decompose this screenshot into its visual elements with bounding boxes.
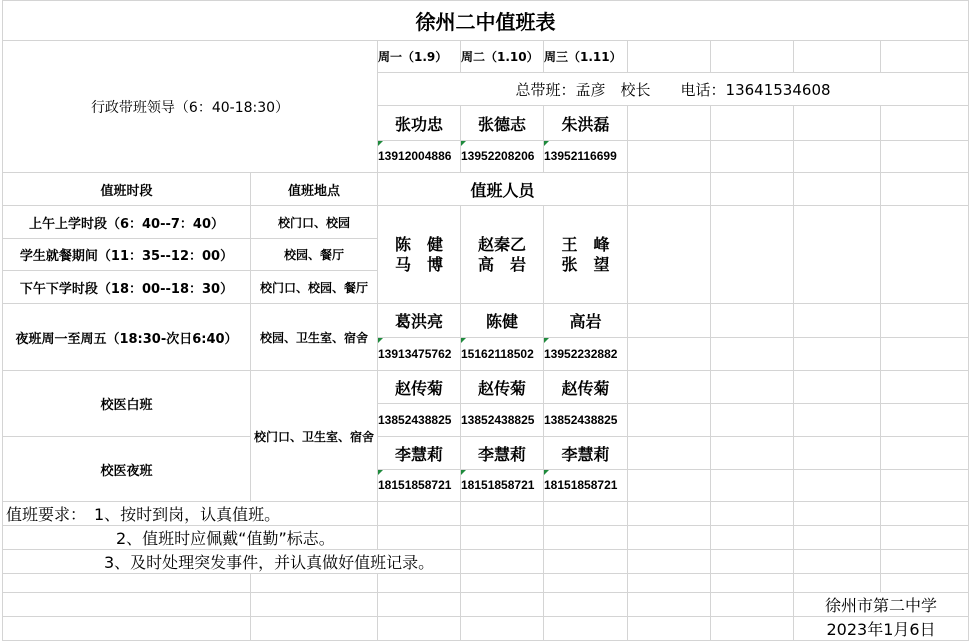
empty-cell xyxy=(628,141,711,173)
requirement-line: 3、及时处理突发事件，并认真做好值班记录。 xyxy=(3,550,461,574)
doctor-night-phone-cell xyxy=(544,470,628,502)
empty-cell xyxy=(794,304,881,338)
empty-cell xyxy=(794,41,881,73)
number-as-text-indicator xyxy=(378,141,383,146)
empty-cell xyxy=(628,173,711,206)
leader-name: 张功忠 xyxy=(378,106,461,141)
empty-cell xyxy=(628,206,711,304)
day-header-wed: 周三（1.11） xyxy=(544,41,628,73)
night-staff-name: 高岩 xyxy=(544,304,628,338)
leader-phone-cell xyxy=(378,141,461,173)
grid-cell xyxy=(794,526,881,550)
slot-time: 学生就餐期间（11：35--12：00） xyxy=(3,239,251,271)
grid-cell xyxy=(378,617,461,641)
grid-cell xyxy=(794,550,881,574)
empty-cell xyxy=(711,470,794,502)
grid-cell xyxy=(544,593,628,617)
doctor-day-phone: 13852438825 xyxy=(461,412,535,427)
sheet-title: 徐州二中值班表 xyxy=(3,1,969,41)
number-as-text-indicator xyxy=(378,338,383,343)
leader-name: 朱洪磊 xyxy=(544,106,628,141)
grid-cell xyxy=(461,550,544,574)
day-header-mon: 周一（1.9） xyxy=(378,41,461,73)
empty-cell xyxy=(794,106,881,141)
empty-cell xyxy=(628,304,711,338)
grid-cell xyxy=(3,617,251,641)
grid-cell xyxy=(711,526,794,550)
grid-cell xyxy=(544,502,628,526)
doctor-day-name: 赵传菊 xyxy=(461,371,544,404)
empty-cell xyxy=(794,338,881,371)
day-staff-cell xyxy=(378,206,461,304)
requirement-line: 2、值班时应佩戴“值勤”标志。 xyxy=(3,526,378,550)
day-header-tue: 周二（1.10） xyxy=(461,41,544,73)
grid-cell xyxy=(544,526,628,550)
day-staff-cell xyxy=(544,206,628,304)
header-staff: 值班人员 xyxy=(378,173,628,206)
slot-place: 校园、餐厅 xyxy=(251,239,378,271)
grid-cell xyxy=(251,617,378,641)
grid-cell xyxy=(881,526,969,550)
empty-cell xyxy=(794,141,881,173)
number-as-text-indicator xyxy=(544,470,549,475)
staff-name: 马 博 xyxy=(394,254,443,274)
empty-cell xyxy=(711,404,794,437)
grid-cell xyxy=(544,550,628,574)
empty-cell xyxy=(881,206,969,304)
empty-cell xyxy=(628,371,711,404)
empty-cell xyxy=(628,437,711,470)
empty-cell xyxy=(711,437,794,470)
grid-cell xyxy=(628,502,711,526)
slot-time: 下午下学时段（18：00--18：30） xyxy=(3,271,251,304)
number-as-text-indicator xyxy=(461,141,466,146)
grid-cell xyxy=(711,617,794,641)
empty-cell xyxy=(794,404,881,437)
grid-cell xyxy=(711,502,794,526)
doctor-night-phone: 18151858721 xyxy=(461,478,535,492)
staff-name: 高 岩 xyxy=(477,254,526,274)
grid-cell xyxy=(378,574,461,593)
footer-date: 2023年1月6日 xyxy=(794,617,969,641)
grid-cell xyxy=(711,550,794,574)
doctor-night-name: 李慧莉 xyxy=(544,437,628,470)
grid-cell xyxy=(544,617,628,641)
grid-cell xyxy=(378,526,461,550)
doctor-day-phone-cell xyxy=(378,404,461,437)
empty-cell xyxy=(881,371,969,404)
night-staff-name: 葛洪亮 xyxy=(378,304,461,338)
empty-cell xyxy=(794,470,881,502)
grid-cell xyxy=(378,593,461,617)
grid-cell xyxy=(711,593,794,617)
empty-cell xyxy=(881,437,969,470)
grid-cell xyxy=(461,526,544,550)
empty-cell xyxy=(711,106,794,141)
empty-cell xyxy=(711,173,794,206)
number-as-text-indicator xyxy=(544,141,549,146)
leader-phone: 13912004886 xyxy=(378,149,452,163)
empty-cell xyxy=(881,338,969,371)
doctor-night-phone: 18151858721 xyxy=(378,478,452,492)
leader-phone-cell xyxy=(461,141,544,173)
grid-cell xyxy=(628,574,711,593)
grid-cell xyxy=(461,574,544,593)
doctor-night-phone: 18151858721 xyxy=(544,478,618,492)
empty-cell xyxy=(794,206,881,304)
doctor-day-phone-cell xyxy=(461,404,544,437)
grid-cell xyxy=(544,574,628,593)
number-as-text-indicator xyxy=(378,470,383,475)
grid-cell xyxy=(881,574,969,593)
empty-cell xyxy=(628,41,711,73)
doctor-day-name: 赵传菊 xyxy=(544,371,628,404)
doctor-night-phone-cell xyxy=(378,470,461,502)
doctor-day-phone: 13852438825 xyxy=(544,412,618,427)
empty-cell xyxy=(881,106,969,141)
empty-cell xyxy=(711,371,794,404)
header-place: 值班地点 xyxy=(251,173,378,206)
empty-cell xyxy=(711,41,794,73)
leader-label: 行政带班领导（6：40-18:30） xyxy=(3,41,378,173)
staff-name: 陈 健 xyxy=(394,234,443,254)
staff-name: 王 峰 xyxy=(561,234,610,254)
general-leader-info: 总带班：孟彦 校长 电话：13641534608 xyxy=(378,73,969,106)
empty-cell xyxy=(711,141,794,173)
number-as-text-indicator xyxy=(544,338,549,343)
leader-phone: 13952208206 xyxy=(461,149,535,163)
empty-cell xyxy=(881,141,969,173)
night-phone-cell xyxy=(544,338,628,371)
grid-cell xyxy=(461,502,544,526)
doctor-day-name: 赵传菊 xyxy=(378,371,461,404)
slot-time: 上午上学时段（6：40--7：40） xyxy=(3,206,251,239)
empty-cell xyxy=(794,437,881,470)
doctor-night-name: 李慧莉 xyxy=(378,437,461,470)
night-staff-phone: 13913475762 xyxy=(378,346,452,361)
empty-cell xyxy=(881,404,969,437)
doctor-place: 校门口、卫生室、宿舍 xyxy=(251,371,378,502)
header-time: 值班时段 xyxy=(3,173,251,206)
night-shift-time: 夜班周一至周五（18:30-次日6:40） xyxy=(3,304,251,371)
empty-cell xyxy=(881,173,969,206)
grid-cell xyxy=(628,593,711,617)
night-phone-cell xyxy=(461,338,544,371)
empty-cell xyxy=(711,206,794,304)
doctor-night-label: 校医夜班 xyxy=(3,437,251,502)
leader-name: 张德志 xyxy=(461,106,544,141)
night-phone-cell xyxy=(378,338,461,371)
empty-cell xyxy=(711,338,794,371)
empty-cell xyxy=(711,304,794,338)
number-as-text-indicator xyxy=(461,470,466,475)
grid-cell xyxy=(628,550,711,574)
empty-cell xyxy=(881,470,969,502)
grid-cell xyxy=(711,574,794,593)
staff-name: 赵秦乙 xyxy=(477,234,526,254)
grid-cell xyxy=(251,593,378,617)
doctor-night-name: 李慧莉 xyxy=(461,437,544,470)
requirement-line: 值班要求： 1、按时到岗，认真值班。 xyxy=(3,502,378,526)
number-as-text-indicator xyxy=(461,338,466,343)
grid-cell xyxy=(794,502,881,526)
footer-school: 徐州市第二中学 xyxy=(794,593,969,617)
grid-cell xyxy=(3,593,251,617)
empty-cell xyxy=(628,470,711,502)
empty-cell xyxy=(794,371,881,404)
grid-cell xyxy=(794,574,881,593)
leader-phone: 13952116699 xyxy=(544,149,617,163)
empty-cell xyxy=(881,304,969,338)
doctor-night-phone-cell xyxy=(461,470,544,502)
duty-schedule-sheet xyxy=(2,0,969,641)
grid-cell xyxy=(251,574,378,593)
doctor-day-label: 校医白班 xyxy=(3,371,251,437)
staff-name: 张 望 xyxy=(561,254,610,274)
grid-cell xyxy=(881,550,969,574)
empty-cell xyxy=(628,404,711,437)
night-staff-name: 陈健 xyxy=(461,304,544,338)
grid-cell xyxy=(3,574,251,593)
grid-cell xyxy=(628,617,711,641)
grid-cell xyxy=(461,593,544,617)
empty-cell xyxy=(628,106,711,141)
empty-cell xyxy=(794,173,881,206)
grid-cell xyxy=(461,617,544,641)
doctor-day-phone-cell xyxy=(544,404,628,437)
slot-place: 校门口、校园、餐厅 xyxy=(251,271,378,304)
doctor-day-phone: 13852438825 xyxy=(378,412,452,427)
empty-cell xyxy=(881,41,969,73)
night-staff-phone: 13952232882 xyxy=(544,346,618,361)
slot-place: 校门口、校园 xyxy=(251,206,378,239)
day-staff-cell xyxy=(461,206,544,304)
grid-cell xyxy=(378,502,461,526)
grid-cell xyxy=(881,502,969,526)
night-staff-phone: 15162118502 xyxy=(461,346,534,361)
leader-phone-cell xyxy=(544,141,628,173)
empty-cell xyxy=(628,338,711,371)
night-shift-place: 校园、卫生室、宿舍 xyxy=(251,304,378,371)
grid-cell xyxy=(628,526,711,550)
